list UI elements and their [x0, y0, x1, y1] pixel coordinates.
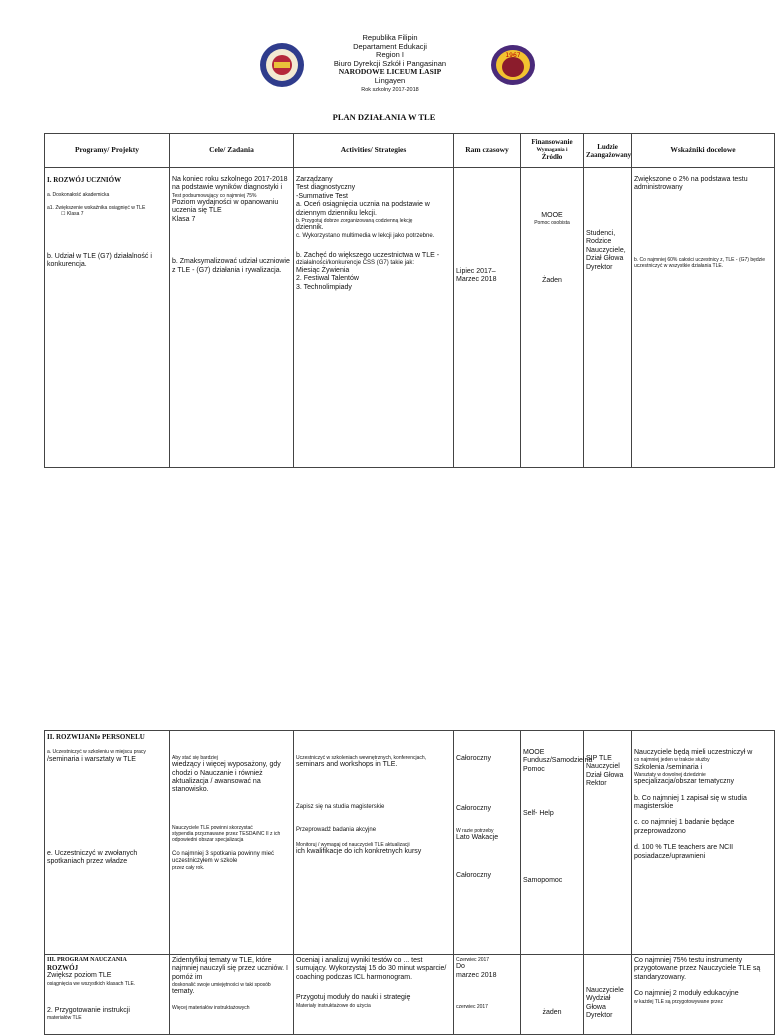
section1-act-8: b. Zachęć do większego uczestnictwa w TLE - [296, 251, 440, 259]
funding-header-2: Wymagania i [536, 146, 568, 153]
funding-header-3: Źródło [541, 153, 563, 162]
section2-act-6: ich kwalifikacje do ich konkretnych kursy [296, 847, 422, 855]
section3-programs-cell [45, 955, 170, 1035]
section3-line4: materiałów TLE [47, 1015, 82, 1022]
deped-seal-logo [258, 42, 306, 88]
header-line-3: Region I [376, 50, 404, 60]
section1-target-1: Zwiększone o 2% na podstawa testu administrowany [634, 176, 748, 192]
section2-target-3: Szkolenia /seminaria i [634, 763, 703, 771]
section3-act-1: Oceniaj i analizuj wyniki testów co ... test sumujący. Wykorzystaj 15 do 30 minut wsparcie/ coaching podczas ICL harmonogram. [296, 957, 447, 981]
section1-act-11: 2. Festiwal Talentów [296, 275, 359, 283]
section2-act-3: Zapisz się na studia magisterskie [296, 803, 385, 810]
section2-time-3: W razie potrzeby [456, 827, 494, 834]
col-header-programs: Programy/ Projekty [45, 134, 170, 168]
section3-line2: osiągnięcia we wszystkich klasach TLE. [47, 980, 136, 987]
section3-goal-1: Zidentyfikuj tematy w TLE, które najmniej nauczyli się przez uczniów. I pomóż im [172, 957, 288, 981]
checkbox-icon: ☐ [61, 210, 67, 217]
school-seal-logo [490, 44, 536, 86]
section3-people: Nauczyciele Wydział Głowa Dyrektor [586, 987, 624, 1020]
section3-title: III. PROGRAM NAUCZANIA [47, 957, 127, 963]
section2-target-2: co najmniej jeden w trakcie służby [634, 757, 710, 764]
section1-fund-3: Żaden [542, 276, 562, 284]
section2-goal-6: przez cały rok. [172, 865, 205, 872]
section2-time-5: Całoroczny [456, 872, 492, 880]
section2-activities-cell [294, 731, 454, 955]
funding-header-1: Finansowanie [531, 138, 573, 147]
section1-funding-cell [521, 168, 584, 468]
section1-target-2: b. Co najmniej 60% całości uczestnicy z, TLE - (G7) będzie uczestniczyć w wszystkie działania TLE. [634, 256, 766, 270]
section1-time-cell [454, 168, 521, 468]
col-header-goals: Cele/ Zadania [170, 134, 294, 168]
section3-target-1: Co najmniej 75% testu instrumenty przygotowane przez Nauczyciele TLE są standaryzowany. [634, 957, 761, 981]
section1-fund-2: Pomoc osobista [534, 220, 570, 227]
section3-people-cell [584, 955, 632, 1035]
section2-time-2: Całoroczny [456, 805, 492, 813]
section1-title: I. ROZWÓJ UCZNIÓW [47, 176, 122, 184]
section1-goals-cell [170, 168, 294, 468]
section2-fund-1: MOOE Fundusz/Samodzielna Pomoc [523, 749, 593, 773]
section2-item-a-big: /seminaria i warsztaty w TLE [47, 755, 136, 763]
section1-goal-a-1: Na koniec roku szkolnego 2017-2018 na podstawie wyników diagnostyki i [172, 176, 288, 192]
section2-funding-cell [521, 731, 593, 955]
section2-item-a-small: a. Uczestniczyć w szkoleniu w miejscu pracy [47, 749, 146, 756]
section2-targets-cell [632, 731, 775, 955]
section1-goal-a-2: Poziom wydajności w opanowaniu uczenia się TLE [172, 199, 279, 215]
col-header-targets: Wskaźniki docelowe [632, 134, 775, 168]
col-header-people [584, 134, 632, 168]
section2-item-e: e. Uczestniczyć w zwołanych spotkaniach przez władze [47, 850, 138, 866]
section3-title2: ROZWÓJ [47, 964, 79, 972]
section1-klasa-label: Klasa 7 [66, 210, 84, 217]
section3-time-3: marzec 2018 [456, 971, 497, 979]
section1-act-1: Zarządzany [296, 176, 333, 183]
section3-time-1: Czerwiec 2017 [456, 957, 490, 963]
section2-title: II. ROZWIJANIe PERSONELU [47, 733, 145, 741]
section2-goal-1: Aby stać się bardziej [172, 755, 218, 761]
people-header-2: Zaangażowany [586, 150, 632, 159]
section1-item-a: a. Doskonałość akademicka [47, 192, 110, 199]
section3-time-4: czerwiec 2017 [456, 1004, 488, 1011]
section1-item-b: b. Udział w TLE (G7) działalność i konkurencja. [47, 253, 152, 269]
section3-funding-cell [521, 955, 584, 1035]
section1-programs-cell [45, 168, 170, 468]
section1-goal-b: b. Zmaksymalizować udział uczniowie z TLE - (G7) działania i rywalizacja. [172, 258, 290, 274]
section2-target-1: Nauczyciele będą mieli uczestniczył w [634, 749, 753, 756]
section2-target-4: Warsztaty w dowolnej dziedzinie [634, 772, 706, 779]
section1-people-cell [584, 168, 632, 468]
col-header-activities: Activities/ Strategies [294, 134, 454, 168]
section3-line1: Zwiększ poziom TLE [47, 972, 112, 980]
section3-goal-2: doskonalić swoje umiejętności w taki sposób [172, 982, 271, 989]
section1-act-12: 3. Technolimpiady [296, 283, 352, 291]
col-header-timeframe: Ram czasowy [454, 134, 521, 168]
section1-act-10: Miesiąc Żywienia [296, 267, 350, 275]
header-line-1: Republika Filipin [362, 33, 418, 42]
section1-activities-cell [294, 168, 454, 468]
section3-time-2: Do [456, 963, 465, 971]
section1-item-a1: a1. Zwiększenie wskaźnika osiągnięć w TLE [47, 204, 146, 211]
section2-goal-2: wiedzący i więcej wyposażony, gdy chodzi o Nauczanie i również aktualizacja / awansować na stanowisko. [172, 761, 281, 794]
section3-goal-3: tematy. [172, 988, 195, 996]
section2-time-cell [454, 731, 521, 955]
section2-target-8: d. 100 % TLE teachers are NCII posiadacze/uprawnieni [634, 844, 734, 860]
section1-goal-a-small: Test podsumowujący co najmniej 75% [172, 192, 257, 199]
section1-act-2: Test diagnostyczny [296, 184, 356, 192]
section3-act-2: Przygotuj moduły do nauki i strategię [296, 994, 411, 1002]
section2-people-cell [584, 731, 632, 955]
document-header [300, 34, 480, 94]
section1-act-9: działalności/konkurencje CSS (G7) takie jak: [296, 260, 415, 267]
section1-act-5: b. Przygotuj dobrze zorganizowaną codzienną lekcję [296, 218, 413, 225]
section2-target-6: b. Co najmniej 1 zapisał się w studia magisterskie [634, 794, 747, 811]
section2-goal-5: Co najmniej 3 spotkania powinny mieć uczestniczyłem w szkole [172, 851, 275, 865]
section3-goal-4: Więcej materiałów instruktażowych [172, 1004, 250, 1011]
section2-goal-3: Nauczyciele TLE powinni skorzystać [172, 824, 253, 831]
section3-targets-cell [632, 955, 775, 1035]
section1-act-3: -Summative Test [296, 192, 348, 200]
section2-time-4: Lato Wakacje [456, 834, 499, 842]
section3-time-cell [454, 955, 521, 1035]
header-town: Lingayen [374, 75, 406, 85]
people-header-1: Ludzie [597, 142, 618, 151]
section1-fund-1: MOOE [541, 212, 563, 219]
section2-goal-4a: stypendia przyznawane przez TESDA/NC II z ich odpowiedni obszar specjalizacja [172, 831, 281, 844]
section2-act-4: Przeprowadź badania akcyjne [296, 826, 377, 833]
section3-target-2: Co najmniej 2 moduły edukacyjne [634, 990, 739, 998]
section1-people: Studenci, Rodzice Nauczyciele, Dział Głowa Dyrektor [586, 230, 626, 271]
action-plan-table-page2 [44, 730, 775, 1035]
school-year: Rok szkolny 2017-2018 [361, 86, 419, 93]
section2-act-2: seminars and workshops in TLE. [296, 761, 398, 769]
school-name: NARODOWE LICEUM LASIP [338, 67, 442, 77]
section1-time: Lipiec 2017– Marzec 2018 [456, 268, 497, 284]
section3-activities-cell [294, 955, 454, 1035]
section3-goals-cell [170, 955, 294, 1035]
col-header-funding [521, 134, 584, 168]
section3-target-3: w każdej TLE są przygotowywane przez [634, 998, 723, 1005]
section3-act-3: Materiały instruktażowe do użycia [296, 1002, 371, 1009]
section1-act-6: dziennik. [296, 224, 324, 232]
section2-act-1: Uczestniczyć w szkoleniach wewnętrznych, konferencjach, [296, 755, 427, 761]
section2-act-5: Monitoruj / wymagaj od nauczycieli TLE aktualizacji [296, 841, 410, 848]
section3-fund: żaden [542, 1009, 562, 1016]
section2-goals-cell [170, 731, 294, 955]
section1-goal-a-3: Klasa 7 [172, 215, 196, 223]
action-plan-table-page1 [44, 133, 775, 468]
page-title: PLAN DZIAŁANIA W TLE [332, 112, 436, 122]
section2-people: SIP TLE Nauczyciel Dział Głowa Rektor [586, 755, 624, 788]
section1-act-4: a. Oceń osiągnięcia ucznia na podstawie w dziennym dzienniku lekcji. [296, 201, 430, 217]
header-line-4: Biuro Dyrekcji Szkół i Pangasinan [333, 58, 447, 68]
section3-line3: 2. Przygotowanie instrukcji [47, 1007, 130, 1015]
section2-fund-2: Self- Help [523, 810, 554, 818]
section2-fund-3: Samopomoc [523, 876, 563, 884]
school-seal-year: 1967 [505, 52, 521, 59]
header-line-2: Departament Edukacji [353, 41, 427, 51]
section1-act-7: c. Wykorzystano multimedia w lekcji jako potrzebne. [296, 232, 435, 239]
section2-target-7: c. co najmniej 1 badanie będące przeprowadzono [634, 819, 735, 835]
section2-target-5: specjalizacja/obszar tematyczny [634, 778, 734, 786]
section1-targets-cell [632, 168, 775, 468]
section2-time-1: Całoroczny [456, 755, 492, 762]
section2-programs-cell [45, 731, 170, 955]
